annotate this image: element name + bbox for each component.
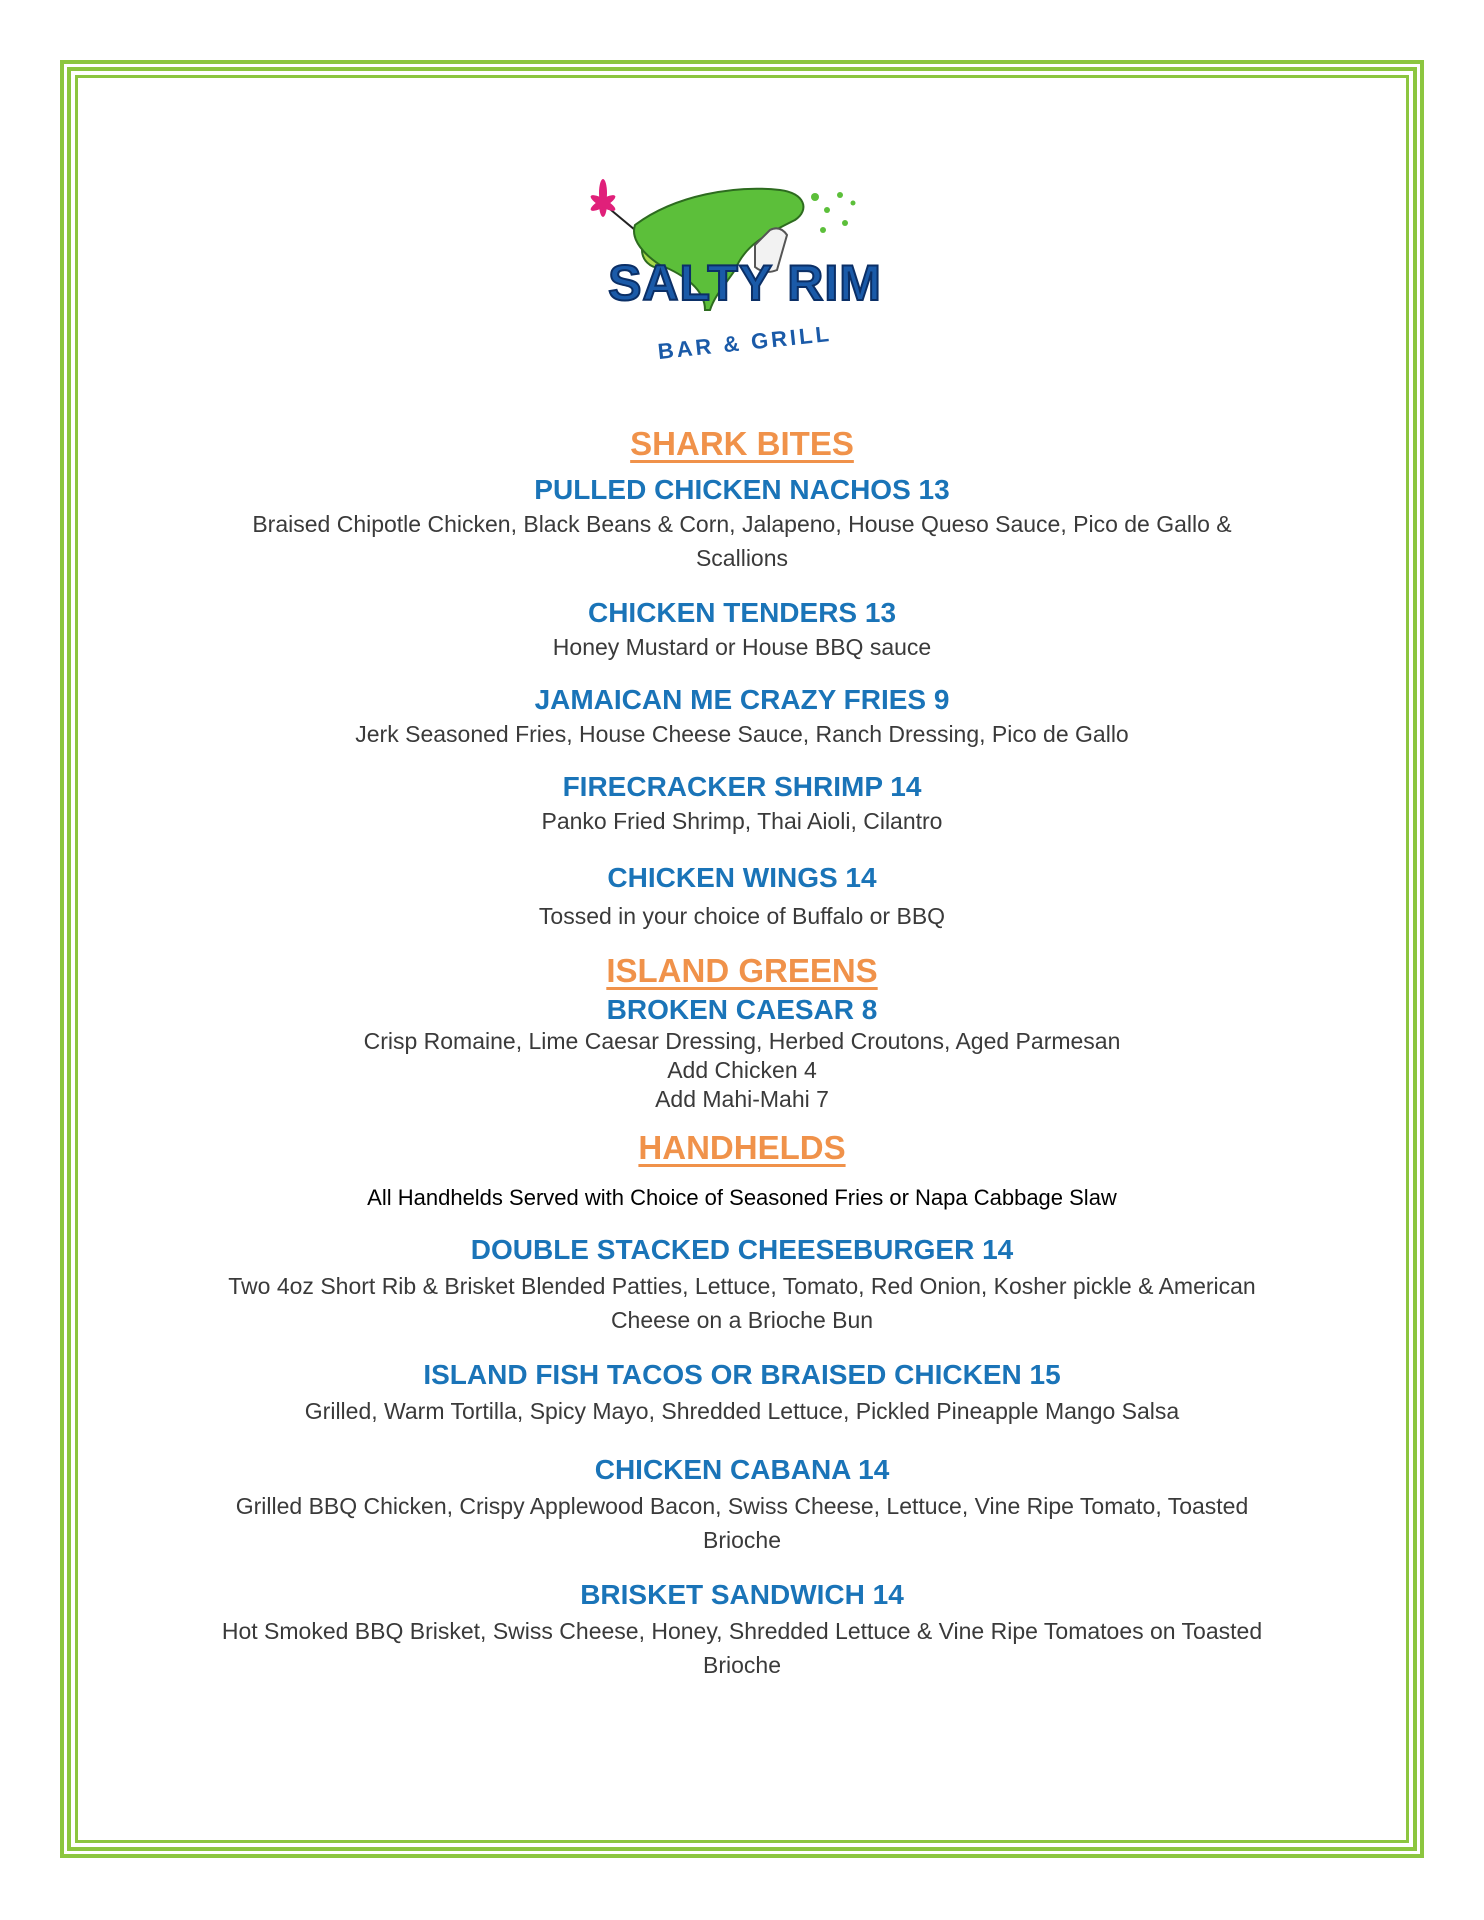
menu-item	[150, 1577, 1334, 1682]
item-description: Brioche	[703, 1652, 781, 1679]
menu-item	[150, 769, 1334, 838]
menu-item	[150, 1357, 1334, 1428]
item-description: Two 4oz Short Rib & Brisket Blended Patties, Lettuce, Tomato, Red Onion, Kosher pickle & American	[228, 1273, 1256, 1300]
item-description: Grilled, Warm Tortilla, Spicy Mayo, Shredded Lettuce, Pickled Pineapple Mango Salsa	[304, 1398, 1180, 1425]
item-description: Cheese on a Brioche Bun	[610, 1307, 874, 1334]
menu-item	[150, 1232, 1334, 1337]
logo-title: SALTY RIM	[608, 255, 882, 311]
section-title-handhelds: HANDHELDS	[638, 1129, 846, 1167]
item-description: Scallions	[695, 544, 789, 571]
item-name: CHICKEN TENDERS 13	[587, 596, 897, 628]
item-description: Tossed in your choice of Buffalo or BBQ	[538, 902, 946, 929]
menu-item	[150, 992, 1334, 1114]
logo-subtitle: BAR & GRILL	[656, 320, 833, 365]
item-description: Panko Fried Shrimp, Thai Aioli, Cilantro	[541, 807, 943, 834]
item-name: PULLED CHICKEN NACHOS 13	[534, 473, 950, 505]
item-name: CHICKEN WINGS 14	[607, 861, 877, 893]
item-description: Crisp Romaine, Lime Caesar Dressing, Herbed Croutons, Aged Parmesan	[363, 1028, 1121, 1055]
menu-item	[150, 682, 1334, 751]
item-description: Braised Chipotle Chicken, Black Beans & Corn, Jalapeno, House Queso Sauce, Pico de Gallo &	[252, 510, 1232, 537]
menu-item	[150, 472, 1334, 575]
item-name: JAMAICAN ME CRAZY FRIES 9	[534, 683, 950, 715]
section-title-shark-bites: SHARK BITES	[630, 425, 854, 462]
item-name: BRISKET SANDWICH 14	[580, 1579, 904, 1611]
item-description: Grilled BBQ Chicken, Crispy Applewood Bacon, Swiss Cheese, Lettuce, Vine Ripe Tomato, Toasted	[235, 1493, 1249, 1520]
menu-item	[150, 860, 1334, 933]
menu-item	[150, 595, 1334, 664]
item-description: Honey Mustard or House BBQ sauce	[552, 633, 932, 660]
menu-content	[150, 420, 1334, 1682]
section-title-island-greens: ISLAND GREENS	[606, 951, 878, 989]
item-addon: Add Mahi-Mahi 7	[655, 1086, 829, 1113]
item-description: Brioche	[703, 1527, 781, 1554]
item-name: BROKEN CAESAR 8	[606, 994, 878, 1026]
item-name: FIRECRACKER SHRIMP 14	[562, 770, 922, 802]
item-name: CHICKEN CABANA 14	[594, 1454, 890, 1486]
item-name: DOUBLE STACKED CHEESEBURGER 14	[470, 1234, 1014, 1266]
salty-rim-logo	[565, 175, 925, 410]
item-description: Hot Smoked BBQ Brisket, Swiss Cheese, Honey, Shredded Lettuce & Vine Ripe Tomatoes on Toasted	[221, 1618, 1263, 1645]
handhelds-note: All Handhelds Served with Choice of Seasoned Fries or Napa Cabbage Slaw	[367, 1184, 1117, 1210]
menu-item	[150, 1452, 1334, 1557]
item-name: ISLAND FISH TACOS OR BRAISED CHICKEN 15	[423, 1359, 1061, 1391]
item-addon: Add Chicken 4	[667, 1057, 817, 1084]
item-description: Jerk Seasoned Fries, House Cheese Sauce, Ranch Dressing, Pico de Gallo	[355, 720, 1129, 747]
